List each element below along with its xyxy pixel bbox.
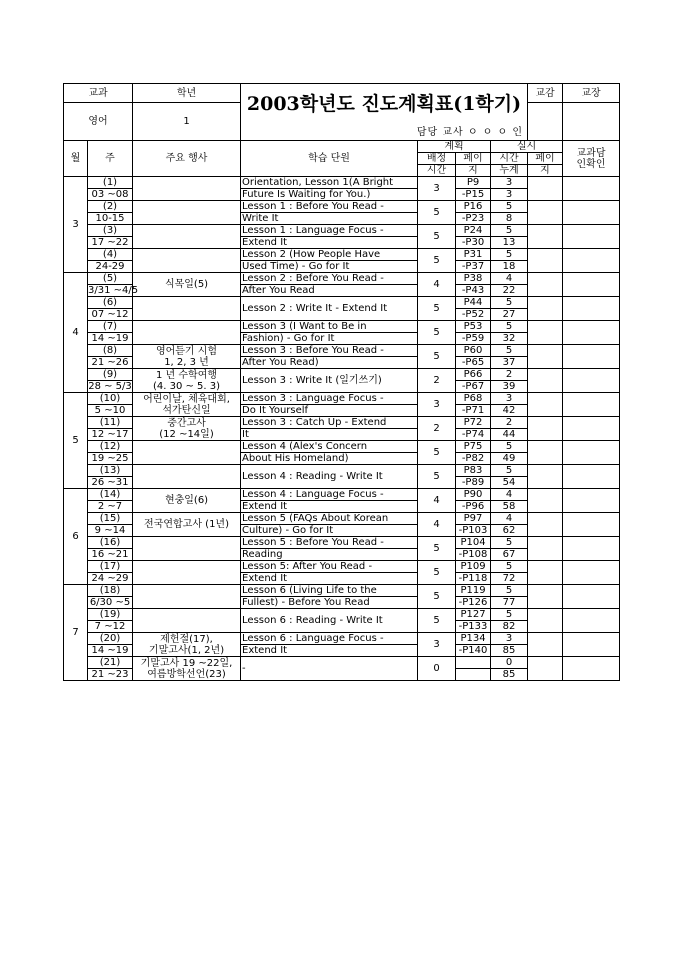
week-dates: 21 ~26: [88, 357, 133, 369]
event-cell: [133, 609, 241, 633]
plan-page-start: P24: [456, 225, 491, 237]
unit-line-1: Orientation, Lesson 1(A Bright: [241, 177, 418, 189]
week-dates: 03 ~08: [88, 189, 133, 201]
confirm-cell: [563, 417, 620, 441]
actual-hours: 2: [491, 417, 528, 429]
week-number: (20): [88, 633, 133, 645]
confirm-cell: [563, 657, 620, 681]
actual-cumulative: 37: [491, 357, 528, 369]
actual-page: [528, 201, 563, 225]
week-number: (12): [88, 441, 133, 453]
principal-label: 교장: [563, 84, 620, 103]
event-line: 식목일(5): [164, 279, 209, 290]
plan-page-end: -P103: [456, 525, 491, 537]
unit-line-1: Lesson 3 (I Want to Be in: [241, 321, 418, 333]
event-line: 제헌절(17),: [160, 633, 213, 645]
week-number: (13): [88, 465, 133, 477]
event-line: 기말고사(1, 2년): [148, 644, 225, 656]
plan-page-end: -P37: [456, 261, 491, 273]
event-line: 기말고사 19 ~22일,: [140, 657, 233, 669]
plan-hours: 5: [418, 465, 456, 489]
confirm-cell: [563, 273, 620, 297]
actual-cumulative: 27: [491, 309, 528, 321]
col-actual: 실시: [491, 141, 563, 153]
col-events: 주요 행사: [133, 141, 241, 177]
week-number: (11): [88, 417, 133, 429]
unit-line-1: Lesson 4 (Alex's Concern: [241, 441, 418, 453]
week-dates: 6/30 ~5: [88, 597, 133, 609]
event-cell: [133, 369, 241, 393]
event-line: 1, 2, 3 년: [164, 356, 209, 368]
plan-page-end: -P43: [456, 285, 491, 297]
event-cell: [133, 513, 241, 537]
week-number: (1): [88, 177, 133, 189]
plan-hours: 5: [418, 225, 456, 249]
event-cell: [133, 177, 241, 201]
actual-hours: 5: [491, 609, 528, 621]
plan-page-start: P134: [456, 633, 491, 645]
actual-cumulative: 49: [491, 453, 528, 465]
col-week: 주: [88, 141, 133, 177]
actual-cumulative: 62: [491, 525, 528, 537]
week-dates: 10-15: [88, 213, 133, 225]
event-line: (12 ~14일): [159, 428, 214, 440]
event-line: 석가탄신일: [162, 404, 211, 416]
week-dates: 3/31 ~4/5: [88, 285, 139, 296]
actual-cumulative: 3: [491, 189, 528, 201]
confirm-cell: [563, 369, 620, 393]
plan-page-start: P16: [456, 201, 491, 213]
actual-cumulative: 72: [491, 573, 528, 585]
plan-page-start: P68: [456, 393, 491, 405]
week-number: (17): [88, 561, 133, 573]
week-number: (4): [88, 249, 133, 261]
actual-page: [528, 513, 563, 537]
month-cell: 6: [64, 489, 88, 585]
actual-page: [528, 369, 563, 393]
event-cell: [133, 249, 241, 273]
week-number: (8): [88, 345, 133, 357]
actual-hours: 5: [491, 537, 528, 549]
actual-cumulative: 54: [491, 477, 528, 489]
actual-hours: 0: [491, 657, 528, 669]
actual-page: [528, 441, 563, 465]
week-number: (16): [88, 537, 133, 549]
actual-cumulative: 44: [491, 429, 528, 441]
event-line: (4. 30 ~ 5. 3): [152, 380, 221, 392]
actual-page: [528, 249, 563, 273]
week-number: (3): [88, 225, 133, 237]
unit-line-1: Lesson 6 : Language Focus -: [241, 633, 418, 645]
plan-hours: 4: [418, 273, 456, 297]
week-dates: 16 ~21: [88, 549, 133, 561]
event-cell: [133, 225, 241, 249]
actual-hours: 5: [491, 249, 528, 261]
subject-value: 영어: [64, 103, 133, 141]
event-line: 1 년 수학여행: [156, 369, 218, 381]
week-dates: 24-29: [88, 261, 133, 273]
actual-page: [528, 561, 563, 585]
plan-hours: 5: [418, 249, 456, 273]
plan-hours: 3: [418, 177, 456, 201]
unit-line-2: About His Homeland): [241, 453, 418, 465]
plan-page-start: P44: [456, 297, 491, 309]
col-unit: 학습 단원: [241, 141, 418, 177]
col-confirm-1: 교과담: [576, 147, 606, 159]
plan-page-end: -P126: [456, 597, 491, 609]
confirm-cell: [563, 297, 620, 321]
plan-page-end: -P118: [456, 573, 491, 585]
col-actual-page-1: 페이: [528, 153, 563, 165]
actual-hours: 3: [491, 177, 528, 189]
event-line: 중간고사: [167, 417, 206, 429]
unit-line-2: Extend It: [241, 573, 418, 585]
col-plan: 계획: [418, 141, 491, 153]
plan-hours: 5: [418, 201, 456, 225]
event-line: 전국연합고사 (1년): [144, 519, 229, 530]
plan-page-start: P109: [456, 561, 491, 573]
unit-line-1: Lesson 4 : Language Focus -: [241, 489, 418, 501]
plan-hours: 5: [418, 441, 456, 465]
plan-page-end: -P67: [456, 381, 491, 393]
confirm-cell: [563, 633, 620, 657]
week-dates: 28 ~ 5/3: [88, 381, 132, 392]
actual-cumulative: 13: [491, 237, 528, 249]
actual-page: [528, 321, 563, 345]
plan-page-start: P60: [456, 345, 491, 357]
plan-hours: 5: [418, 609, 456, 633]
col-confirm-2: 인확인: [576, 158, 606, 170]
actual-cumulative: 39: [491, 381, 528, 393]
confirm-cell: [563, 177, 620, 201]
plan-page-end: -P89: [456, 477, 491, 489]
actual-page: [528, 537, 563, 561]
week-number: (18): [88, 585, 133, 597]
plan-page-end: -P133: [456, 621, 491, 633]
actual-cumulative: 82: [491, 621, 528, 633]
unit-line-2: Reading: [241, 549, 418, 561]
actual-hours: 3: [491, 393, 528, 405]
week-dates: 26 ~31: [88, 477, 133, 489]
event-line: 여름방학선언(23): [147, 668, 226, 680]
actual-cumulative: 77: [491, 597, 528, 609]
col-plan-hours-1: 배정: [418, 153, 456, 165]
confirm-cell: [563, 537, 620, 561]
plan-page-end: -P15: [456, 189, 491, 201]
unit-line-1: Lesson 3 : Before You Read -: [241, 345, 418, 357]
unit-line-1: Lesson 1 : Before You Read -: [241, 201, 418, 213]
plan-page-end: -P23: [456, 213, 491, 225]
col-actual-page-2: 지: [528, 165, 563, 177]
unit-line-2: After You Read): [241, 357, 418, 369]
plan-page-start: P75: [456, 441, 491, 453]
unit-line-1: Lesson 6 (Living Life to the: [241, 585, 418, 597]
plan-page-start: P83: [456, 465, 491, 477]
actual-page: [528, 633, 563, 657]
actual-cumulative: 22: [491, 285, 528, 297]
plan-hours: 5: [418, 537, 456, 561]
actual-page: [528, 297, 563, 321]
progress-plan-table: [63, 83, 620, 681]
event-cell: [133, 321, 241, 345]
unit-line-1: Lesson 3 : Catch Up - Extend: [241, 417, 418, 429]
week-dates: 7 ~12: [88, 621, 133, 633]
plan-page-start: P66: [456, 369, 491, 381]
week-dates: 2 ~7: [88, 501, 133, 513]
unit-line-2: Write It: [241, 213, 418, 225]
week-dates: 21 ~23: [88, 669, 133, 681]
unit-line-1: Lesson 5 (FAQs About Korean: [241, 513, 418, 525]
plan-page-start: P38: [456, 273, 491, 285]
plan-hours: 4: [418, 489, 456, 513]
event-line: 영어듣기 시험: [155, 345, 218, 357]
event-cell: [133, 465, 241, 489]
week-dates: 14 ~19: [88, 645, 133, 657]
unit-line-1: Lesson 1 : Language Focus -: [241, 225, 418, 237]
actual-hours: 4: [491, 489, 528, 501]
actual-hours: 5: [491, 201, 528, 213]
actual-page: [528, 417, 563, 441]
plan-page-end: -P108: [456, 549, 491, 561]
subject-label: 교과: [64, 84, 133, 103]
plan-page-end: -P52: [456, 309, 491, 321]
week-number: (5): [88, 273, 133, 285]
actual-hours: 5: [491, 465, 528, 477]
week-dates: 07 ~12: [88, 309, 133, 321]
actual-page: [528, 273, 563, 297]
plan-page-end: -P74: [456, 429, 491, 441]
unit-line-2: Used Time) - Go for It: [241, 261, 418, 273]
plan-page-start: P127: [456, 609, 491, 621]
week-number: (14): [88, 489, 133, 501]
plan-page-end: [456, 669, 491, 681]
actual-cumulative: 32: [491, 333, 528, 345]
week-dates: 17 ~22: [88, 237, 133, 249]
week-number: (6): [88, 297, 133, 309]
plan-page-start: P90: [456, 489, 491, 501]
plan-hours: 5: [418, 585, 456, 609]
month-cell: 4: [64, 273, 88, 393]
week-number: (9): [88, 369, 133, 381]
unit-cell: Lesson 2 : Write It - Extend It: [241, 297, 418, 321]
plan-hours: 0: [418, 657, 456, 681]
actual-cumulative: 58: [491, 501, 528, 513]
actual-page: [528, 225, 563, 249]
actual-page: [528, 177, 563, 201]
plan-page-start: P53: [456, 321, 491, 333]
col-month: 월: [64, 141, 88, 177]
col-actual-hours-2: 누계: [491, 165, 528, 177]
event-cell: [133, 417, 241, 441]
col-plan-hours-2: 시간: [418, 165, 456, 177]
actual-cumulative: 18: [491, 261, 528, 273]
event-cell: [133, 297, 241, 321]
plan-page-end: -P96: [456, 501, 491, 513]
confirm-cell: [563, 225, 620, 249]
actual-hours: 5: [491, 561, 528, 573]
plan-page-start: P31: [456, 249, 491, 261]
plan-hours: 5: [418, 321, 456, 345]
plan-hours: 5: [418, 297, 456, 321]
unit-line-2: Extend It: [241, 237, 418, 249]
month-cell: 5: [64, 393, 88, 489]
plan-hours: 2: [418, 417, 456, 441]
confirm-cell: [563, 609, 620, 633]
actual-cumulative: 85: [491, 669, 528, 681]
unit-line-2: Do It Yourself: [241, 405, 418, 417]
actual-cumulative: 8: [491, 213, 528, 225]
col-confirm: [563, 141, 620, 177]
unit-line-2: Future Is Waiting for You.): [241, 189, 418, 201]
plan-page-start: P97: [456, 513, 491, 525]
confirm-cell: [563, 441, 620, 465]
confirm-cell: [563, 585, 620, 609]
unit-line-1: Lesson 5: After You Read -: [241, 561, 418, 573]
week-dates: 5 ~10: [88, 405, 133, 417]
actual-page: [528, 585, 563, 609]
confirm-cell: [563, 465, 620, 489]
unit-line-2: Fullest) - Before You Read: [241, 597, 418, 609]
plan-hours: 3: [418, 633, 456, 657]
confirm-cell: [563, 561, 620, 585]
unit-cell: Lesson 3 : Write It (일기쓰기): [241, 369, 418, 393]
week-number: (15): [88, 513, 133, 525]
week-number: (2): [88, 201, 133, 213]
teacher-line: 담당 교사 ㅇ ㅇ ㅇ 인: [241, 125, 528, 141]
unit-line-2: Extend It: [241, 645, 418, 657]
principal-sign: [563, 103, 620, 141]
unit-cell: Lesson 4 : Reading - Write It: [241, 465, 418, 489]
plan-page-start: [456, 657, 491, 669]
event-cell: [133, 201, 241, 225]
actual-cumulative: 67: [491, 549, 528, 561]
actual-hours: 5: [491, 345, 528, 357]
week-number: (21): [88, 657, 133, 669]
event-cell: [133, 585, 241, 609]
unit-line-2: Culture) - Go for It: [241, 525, 418, 537]
actual-hours: 4: [491, 273, 528, 285]
event-cell: [133, 561, 241, 585]
confirm-cell: [563, 345, 620, 369]
plan-page-end: -P59: [456, 333, 491, 345]
plan-page-end: -P71: [456, 405, 491, 417]
vice-principal-sign: [528, 103, 563, 141]
week-dates: 12 ~17: [88, 429, 133, 441]
vice-principal-label: 교감: [528, 84, 563, 103]
event-line: 현충일(6): [164, 495, 209, 506]
actual-hours: 5: [491, 321, 528, 333]
grade-value: 1: [133, 103, 241, 141]
confirm-cell: [563, 489, 620, 513]
event-cell: [133, 273, 241, 297]
col-plan-page-1: 페이: [456, 153, 491, 165]
plan-page-start: P119: [456, 585, 491, 597]
actual-hours: 5: [491, 297, 528, 309]
unit-line-2: Fashion) - Go for It: [241, 333, 418, 345]
event-cell: [133, 657, 241, 681]
plan-page-start: P72: [456, 417, 491, 429]
actual-hours: 5: [491, 585, 528, 597]
actual-hours: 3: [491, 633, 528, 645]
unit-cell: -: [241, 657, 418, 681]
plan-page-start: P9: [456, 177, 491, 189]
plan-page-end: -P30: [456, 237, 491, 249]
unit-cell: Lesson 6 : Reading - Write It: [241, 609, 418, 633]
unit-line-1: Lesson 3 : Language Focus -: [241, 393, 418, 405]
confirm-cell: [563, 321, 620, 345]
actual-page: [528, 345, 563, 369]
plan-hours: 3: [418, 393, 456, 417]
actual-hours: 4: [491, 513, 528, 525]
confirm-cell: [563, 513, 620, 537]
actual-page: [528, 657, 563, 681]
plan-hours: 5: [418, 345, 456, 369]
event-cell: [133, 537, 241, 561]
event-cell: [133, 393, 241, 417]
actual-hours: 5: [491, 225, 528, 237]
unit-line-2: After You Read: [241, 285, 418, 297]
actual-hours: 5: [491, 441, 528, 453]
event-line: 어린이날, 체육대회,: [143, 393, 230, 405]
actual-page: [528, 489, 563, 513]
month-cell: 7: [64, 585, 88, 681]
confirm-cell: [563, 249, 620, 273]
plan-page-start: P104: [456, 537, 491, 549]
unit-line-1: Lesson 2 : Before You Read -: [241, 273, 418, 285]
actual-page: [528, 609, 563, 633]
unit-line-2: Extend It: [241, 501, 418, 513]
col-plan-page-2: 지: [456, 165, 491, 177]
week-dates: 14 ~19: [88, 333, 133, 345]
confirm-cell: [563, 201, 620, 225]
week-dates: 9 ~14: [88, 525, 133, 537]
plan-page-end: -P140: [456, 645, 491, 657]
actual-page: [528, 465, 563, 489]
unit-line-2: It: [241, 429, 418, 441]
actual-hours: 2: [491, 369, 528, 381]
event-cell: [133, 489, 241, 513]
plan-page-end: -P65: [456, 357, 491, 369]
week-number: (10): [88, 393, 133, 405]
plan-hours: 4: [418, 513, 456, 537]
event-cell: [133, 345, 241, 369]
event-cell: [133, 441, 241, 465]
week-dates: 19 ~25: [88, 453, 133, 465]
unit-line-1: Lesson 2 (How People Have: [241, 249, 418, 261]
plan-page-end: -P82: [456, 453, 491, 465]
page-title: 2003학년도 진도계획표(1학기): [241, 84, 528, 125]
unit-line-1: Lesson 5 : Before You Read -: [241, 537, 418, 549]
event-cell: [133, 633, 241, 657]
plan-hours: 2: [418, 369, 456, 393]
actual-cumulative: 85: [491, 645, 528, 657]
actual-page: [528, 393, 563, 417]
week-dates: 24 ~29: [88, 573, 133, 585]
actual-cumulative: 42: [491, 405, 528, 417]
grade-label: 학년: [133, 84, 241, 103]
col-actual-hours-1: 시간: [491, 153, 528, 165]
plan-hours: 5: [418, 561, 456, 585]
month-cell: 3: [64, 177, 88, 273]
week-number: (7): [88, 321, 133, 333]
week-number: (19): [88, 609, 133, 621]
confirm-cell: [563, 393, 620, 417]
